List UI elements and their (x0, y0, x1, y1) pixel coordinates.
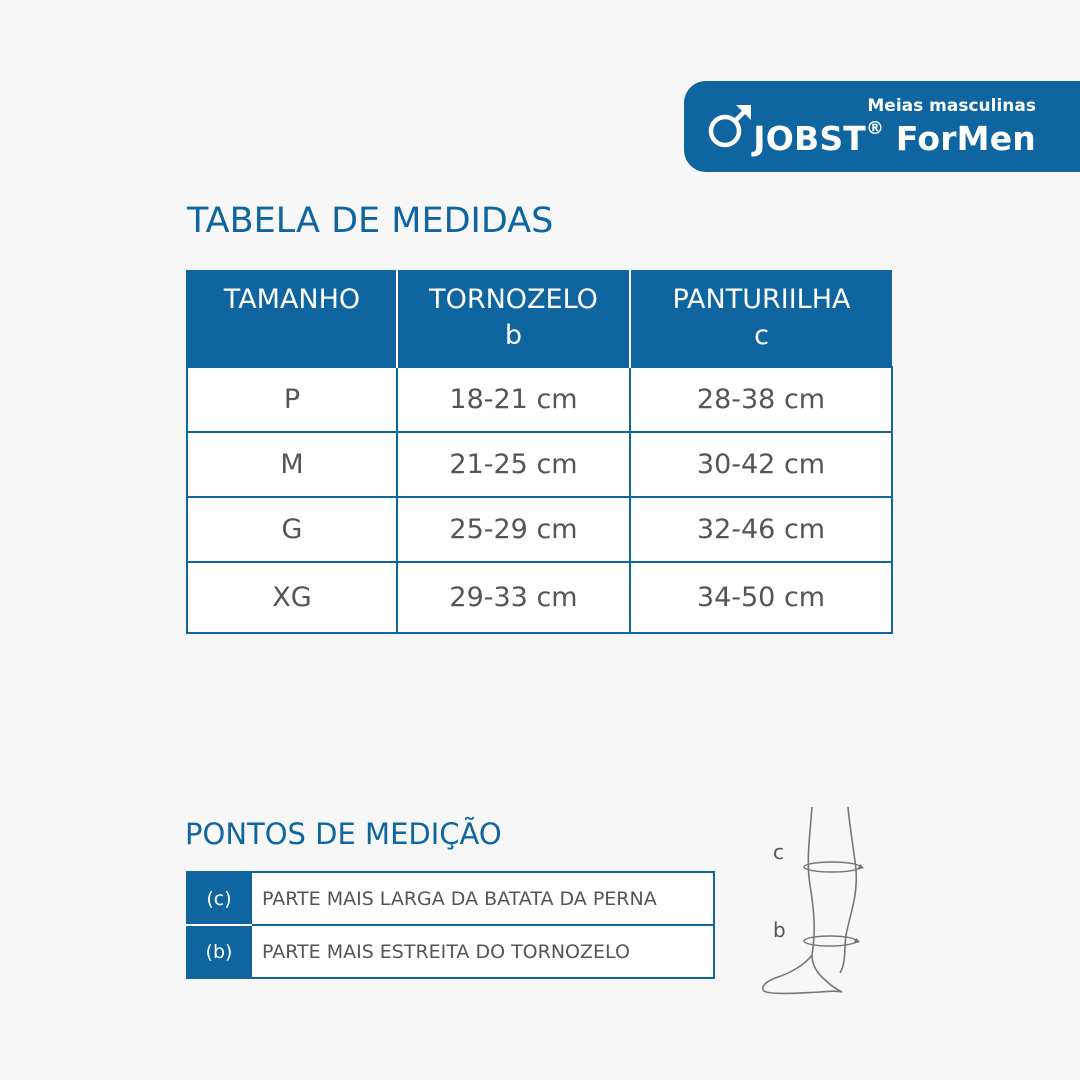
table-row (187, 367, 892, 432)
brand-product: ForMen (895, 119, 1036, 158)
point-code: (b) (187, 925, 251, 978)
header-label: PANTURIILHA (672, 284, 851, 315)
ankle-cell: 18-21 cm (397, 367, 630, 432)
calf-cell: 32-46 cm (630, 497, 892, 562)
header-label: TORNOZELO (429, 284, 598, 315)
table-row (187, 562, 892, 633)
table-row (187, 872, 714, 925)
ankle-cell: 21-25 cm (397, 432, 630, 497)
point-description: PARTE MAIS LARGA DA BATATA DA PERNA (251, 872, 714, 925)
size-chart-title: TABELA DE MEDIDAS (187, 201, 554, 241)
table-row (187, 432, 892, 497)
brand-name (753, 119, 1036, 158)
leg-diagram-icon (760, 805, 870, 1000)
size-chart-table (186, 270, 893, 634)
calf-cell: 34-50 cm (630, 562, 892, 633)
diagram-label-c: c (773, 840, 784, 864)
point-code: (c) (187, 872, 251, 925)
header-ankle (397, 270, 630, 367)
calf-cell: 28-38 cm (630, 367, 892, 432)
header-label: TAMANHO (223, 284, 361, 315)
ankle-cell: 25-29 cm (397, 497, 630, 562)
header-calf (630, 270, 892, 367)
table-row (187, 497, 892, 562)
size-cell: P (187, 367, 397, 432)
measuring-points-table (186, 871, 715, 979)
brand-badge (684, 81, 1080, 172)
size-cell: M (187, 432, 397, 497)
brand-subtitle: Meias masculinas (867, 96, 1036, 116)
table-row (187, 925, 714, 978)
point-description: PARTE MAIS ESTREITA DO TORNOZELO (251, 925, 714, 978)
brand-jobst: JOBST (753, 119, 867, 158)
registered-mark: ® (866, 118, 885, 139)
size-cell: XG (187, 562, 397, 633)
calf-cell: 30-42 cm (630, 432, 892, 497)
size-cell: G (187, 497, 397, 562)
male-symbol-icon (706, 101, 754, 149)
ankle-cell: 29-33 cm (397, 562, 630, 633)
header-letter: c (754, 320, 769, 351)
size-chart-header-row (187, 270, 892, 367)
header-letter: b (504, 320, 523, 351)
header-size (187, 270, 397, 367)
diagram-label-b: b (773, 918, 786, 942)
measuring-points-title: PONTOS DE MEDIÇÃO (185, 817, 502, 851)
